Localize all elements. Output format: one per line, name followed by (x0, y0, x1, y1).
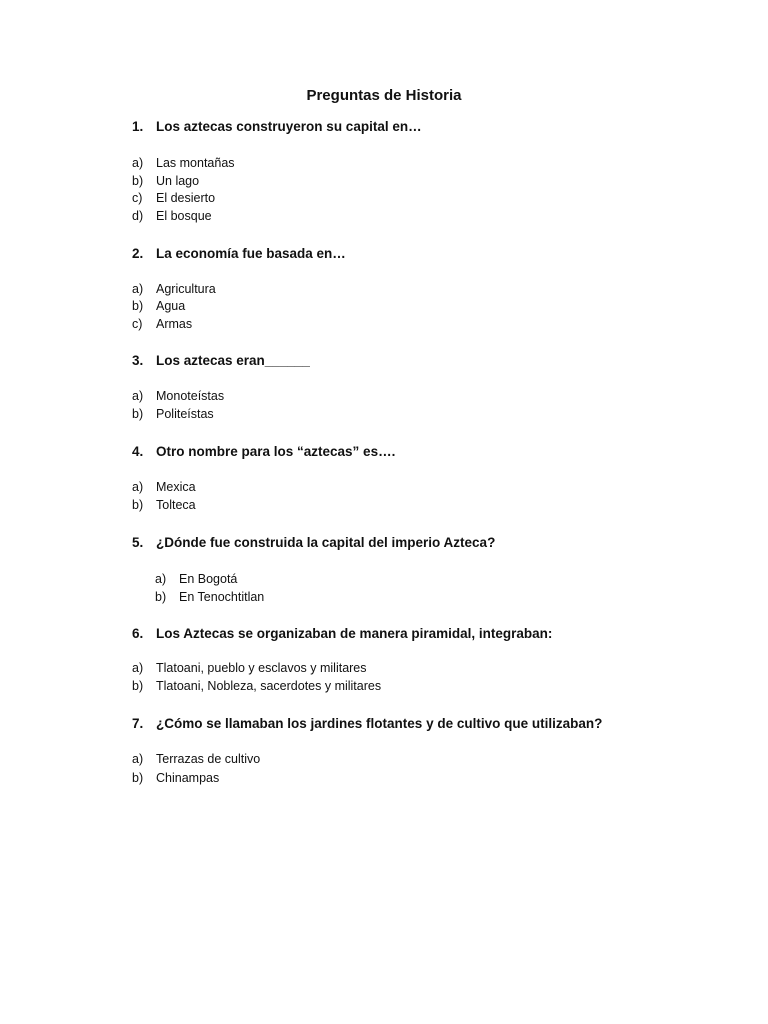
option-text: Tlatoani, pueblo y esclavos y militares (156, 661, 367, 675)
question-number: 3. (132, 353, 144, 368)
option-letter: a) (132, 752, 144, 766)
question-2 (132, 246, 346, 261)
option-7a (132, 752, 260, 766)
option-4b (132, 498, 196, 512)
question-text: La economía fue basada en… (156, 246, 346, 261)
option-letter: a) (132, 282, 144, 296)
question-text: Los aztecas construyeron su capital en… (156, 119, 422, 134)
option-letter: b) (132, 771, 144, 785)
option-letter: c) (132, 191, 143, 205)
option-1c (132, 191, 215, 205)
option-1a (132, 156, 235, 170)
option-3b (132, 407, 214, 421)
option-3a (132, 389, 224, 403)
question-text: Los aztecas eran______ (156, 353, 310, 368)
question-3 (132, 353, 310, 368)
option-text: Politeístas (156, 407, 214, 421)
option-text: Un lago (156, 174, 200, 188)
question-number: 2. (132, 246, 144, 261)
option-letter: d) (132, 209, 144, 223)
option-letter: a) (132, 480, 144, 494)
option-text: Terrazas de cultivo (156, 752, 261, 766)
option-1d (132, 209, 212, 223)
option-letter: b) (132, 679, 144, 693)
option-1b (132, 174, 199, 188)
option-5a (155, 572, 237, 586)
question-number: 7. (132, 716, 144, 731)
question-number: 4. (132, 444, 144, 459)
option-text: El desierto (156, 191, 216, 205)
question-number: 1. (132, 119, 144, 134)
option-text: Mexica (156, 480, 196, 494)
option-letter: b) (132, 299, 144, 313)
option-6b (132, 679, 381, 693)
question-4 (132, 444, 395, 459)
option-7b (132, 771, 219, 785)
question-text: ¿Cómo se llamaban los jardines flotantes y de cultivo que utilizaban? (156, 716, 603, 731)
option-letter: c) (132, 317, 143, 331)
question-text: Los Aztecas se organizaban de manera piramidal, integraban: (156, 626, 553, 641)
option-text: Monoteístas (156, 389, 225, 403)
option-text: En Tenochtitlan (179, 590, 265, 604)
option-4a (132, 480, 196, 494)
option-2a (132, 282, 216, 296)
option-5b (155, 590, 264, 604)
question-number: 6. (132, 626, 144, 641)
option-letter: a) (132, 389, 144, 403)
option-6a (132, 661, 367, 675)
question-1 (132, 119, 422, 134)
question-5 (132, 535, 495, 550)
option-letter: b) (132, 498, 144, 512)
option-text: En Bogotá (179, 572, 238, 586)
option-text: Agua (156, 299, 186, 313)
question-6 (132, 626, 552, 641)
option-2b (132, 299, 185, 313)
question-text: ¿Dónde fue construida la capital del imperio Azteca? (156, 535, 496, 550)
option-letter: b) (155, 590, 167, 604)
option-text: Las montañas (156, 156, 235, 170)
option-text: Tolteca (156, 498, 196, 512)
option-text: Tlatoani, Nobleza, sacerdotes y militares (156, 679, 382, 693)
option-letter: a) (132, 661, 144, 675)
option-2c (132, 317, 192, 331)
option-text: El bosque (156, 209, 212, 223)
question-number: 5. (132, 535, 144, 550)
option-letter: a) (155, 572, 167, 586)
document-title: Preguntas de Historia (306, 87, 462, 104)
option-letter: b) (132, 174, 144, 188)
option-letter: b) (132, 407, 144, 421)
option-text: Agricultura (156, 282, 216, 296)
question-7 (132, 716, 602, 731)
option-letter: a) (132, 156, 144, 170)
option-text: Chinampas (156, 771, 220, 785)
option-text: Armas (156, 317, 193, 331)
question-text: Otro nombre para los “aztecas” es…. (156, 444, 396, 459)
